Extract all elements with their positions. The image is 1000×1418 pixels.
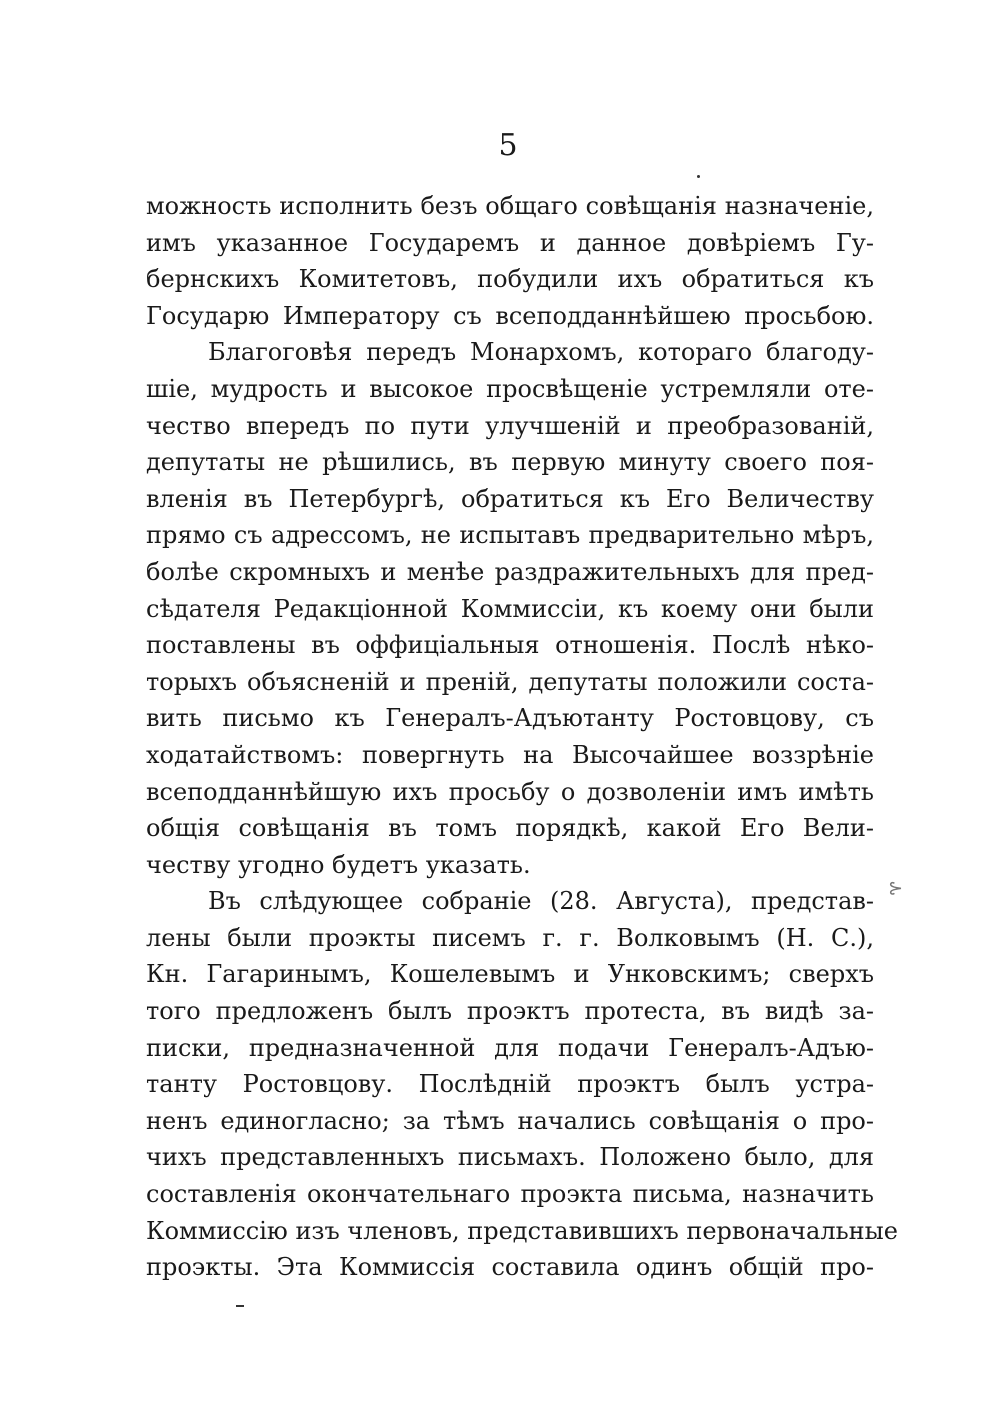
- text-line: прямо съ адрессомъ, не испытавъ предварительно мѣръ,: [146, 521, 874, 550]
- text-line: Коммиссію изъ членовъ, представившихъ первоначальные: [146, 1216, 898, 1245]
- margin-mark-icon: ⊱: [888, 878, 904, 899]
- print-speck: [697, 175, 700, 178]
- text-line: танту Ростовцову. Послѣдній проэктъ былъ устра-: [146, 1070, 874, 1099]
- text-line: поставлены въ оффиціальныя отношенія. Послѣ нѣко-: [146, 631, 874, 660]
- page-number: 5: [498, 128, 518, 163]
- text-line: честву угодно будетъ указать.: [146, 850, 531, 879]
- text-line: вить письмо къ Генералъ-Адъютанту Ростовцову, съ: [146, 704, 874, 733]
- text-line: можность исполнить безъ общаго совѣщанія назначеніе,: [146, 192, 874, 220]
- text-line: Кн. Гагаринымъ, Кошелевымъ и Унковскимъ; сверхъ: [146, 960, 874, 989]
- text-line: лены были проэкты писемъ г. г. Волковымъ (Н. С.),: [146, 923, 874, 952]
- text-line: депутаты не рѣшились, въ первую минуту своего поя-: [146, 448, 874, 477]
- text-line: торыхъ объясненій и преній, депутаты положили соста-: [146, 667, 874, 696]
- text-line: чихъ представленныхъ письмахъ. Положено было, для: [146, 1143, 874, 1172]
- text-line: Въ слѣдующее собраніе (28. Августа), представ-: [208, 887, 874, 916]
- text-line: Благоговѣя передъ Монархомъ, котораго благоду-: [208, 338, 874, 367]
- text-line: шіе, мудрость и высокое просвѣщеніе устремляли оте-: [146, 374, 874, 403]
- text-line: писки, предназначенной для подачи Генералъ-Адъю-: [146, 1033, 874, 1062]
- text-line: бернскихъ Комитетовъ, побудили ихъ обратиться къ: [146, 265, 874, 294]
- text-line: болѣе скромныхъ и менѣе раздражительныхъ для пред-: [146, 557, 874, 586]
- text-line: ненъ единогласно; за тѣмъ начались совѣщанія о про-: [146, 1106, 874, 1135]
- body-text: [146, 188, 898, 1286]
- text-line: имъ указанное Государемъ и данное довѣріемъ Гу-: [146, 228, 874, 257]
- text-line: сѣдателя Редакціонной Коммиссіи, къ коему они были: [146, 594, 874, 623]
- text-line: всеподданнѣйшую ихъ просьбу о дозволеніи имъ имѣть: [146, 777, 874, 806]
- text-line: чество впередъ по пути улучшеній и преобразованій,: [146, 411, 874, 440]
- text-line: вленія въ Петербургѣ, обратиться къ Его Величеству: [146, 484, 874, 513]
- text-line: составленія окончательнаго проэкта письма, назначить: [146, 1180, 874, 1209]
- text-line: Государю Императору съ всеподданнѣйшею просьбою.: [146, 301, 874, 330]
- text-line: того предложенъ былъ проэктъ протеста, въ видѣ за-: [146, 997, 874, 1026]
- text-line: общія совѣщанія въ томъ порядкѣ, какой Его Вели-: [146, 814, 874, 843]
- text-line: проэкты. Эта Коммиссія составила одинъ общій про-: [146, 1253, 874, 1282]
- print-speck: [236, 1305, 244, 1307]
- text-line: ходатайствомъ: повергнуть на Высочайшее воззрѣніе: [146, 740, 874, 769]
